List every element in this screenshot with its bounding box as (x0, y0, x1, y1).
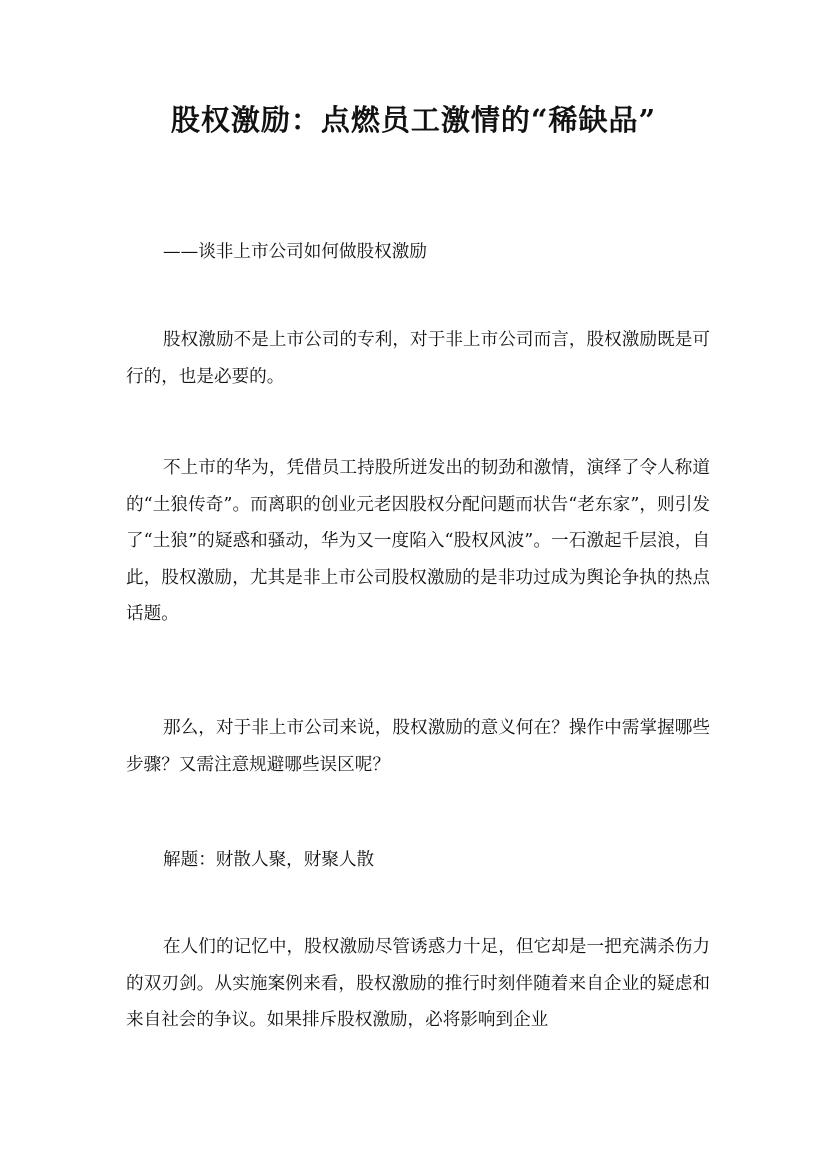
paragraph: 不上市的华为，凭借员工持股所迸发出的韧劲和激情，演绎了令人称道的“土狼传奇”。而离职的创业元老因股权分配问题而状告“老东家”，则引发了“土狼”的疑惑和骚动，华为又一度陷入“股权风波”。一石激起千层浪，自此，股权激励，尤其是非上市公司股权激励的是非功过成为舆论争执的热点话题。 (126, 458, 710, 624)
document-title: 股权激励：点燃员工激情的“稀缺品” (170, 103, 657, 137)
section-heading: 解题：财散人聚，财聚人散 (163, 850, 375, 870)
paragraph: 股权激励不是上市公司的专利，对于非上市公司而言，股权激励既是可行的，也是必要的。 (126, 330, 710, 387)
paragraph: 那么，对于非上市公司来说，股权激励的意义何在？操作中需掌握哪些步骤？又需注意规避哪些误区呢？ (126, 718, 710, 775)
document-subtitle: ——谈非上市公司如何做股权激励 (163, 242, 427, 262)
paragraph: 在人们的记忆中，股权激励尽管诱惑力十足，但它却是一把充满杀伤力的双刃剑。从实施案例来看，股权激励的推行时刻伴随着来自企业的疑虑和来自社会的争议。如果排斥股权激励，必将影响到企业 (126, 937, 710, 1030)
